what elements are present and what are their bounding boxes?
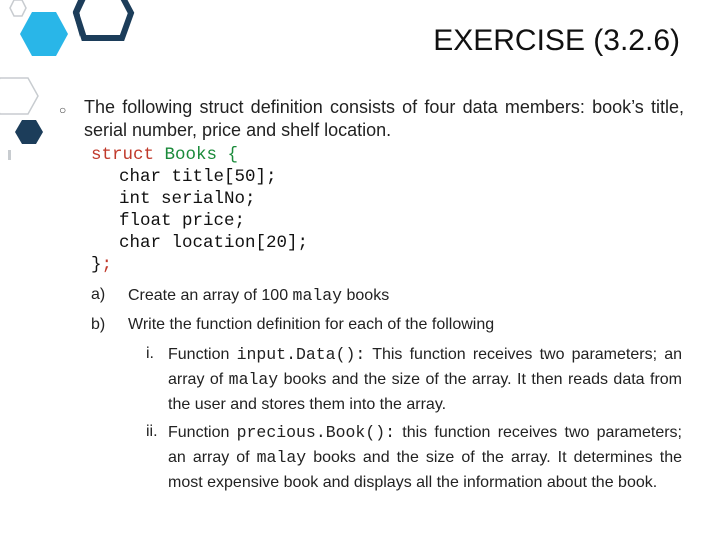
sub-i-text bbox=[168, 342, 682, 417]
bullet-circle-icon: ○ bbox=[59, 103, 67, 117]
sub-ii-label: ii. bbox=[146, 423, 158, 440]
side-bar-decor bbox=[8, 150, 11, 160]
hexagon-navy bbox=[15, 120, 43, 144]
sub-ii-prefix: Function bbox=[168, 424, 237, 441]
intro-paragraph: The following struct definition consists of four data members: book’s title, serial number, price and shelf location. bbox=[84, 97, 684, 140]
slide-title: EXERCISE (3.2.6) bbox=[433, 24, 680, 57]
task-a-text bbox=[128, 286, 389, 305]
task-a-label: a) bbox=[91, 286, 106, 303]
sub-ii-text1: this function receives two parameters; an array of bbox=[168, 424, 682, 466]
code-close-brace: } bbox=[91, 255, 102, 275]
sub-i-code: malay bbox=[228, 370, 279, 389]
code-close-semicolon: ; bbox=[101, 255, 113, 275]
code-line: float price; bbox=[119, 211, 246, 231]
code-line: char location[20]; bbox=[119, 233, 309, 253]
sub-i-func: input.Data(): bbox=[236, 345, 366, 364]
code-line: char title[50]; bbox=[119, 167, 277, 187]
task-a-text-after: books bbox=[342, 287, 390, 304]
code-struct-keyword: struct bbox=[91, 145, 155, 165]
task-b-text: Write the function definition for each of the following bbox=[128, 316, 495, 333]
struct-code-block bbox=[91, 144, 308, 276]
sub-i-label: i. bbox=[146, 345, 154, 362]
code-line: int serialNo; bbox=[119, 189, 256, 209]
sub-i-text2: books and the size of the array. It then reads data from the user and stores them into the array. bbox=[168, 371, 683, 413]
decorative-hexagon-navy-outline bbox=[0, 0, 140, 50]
sub-ii-text2: books and the size of the array. It determines the most expensive book and displays all the information about the book. bbox=[168, 449, 682, 491]
sub-ii-code: malay bbox=[256, 448, 307, 467]
task-a-code: malay bbox=[292, 286, 343, 305]
code-struct-name: Books { bbox=[164, 145, 239, 165]
sub-ii-func: precious.Book(): bbox=[236, 423, 396, 442]
sub-i-prefix: Function bbox=[168, 346, 237, 363]
sub-i-text1: This function receives two parameters; an array of bbox=[168, 346, 683, 388]
task-a-text-before: Create an array of 100 bbox=[128, 287, 293, 304]
task-b-label: b) bbox=[91, 316, 106, 333]
sub-ii-text bbox=[168, 420, 682, 495]
hexagon-outline-mid bbox=[0, 78, 38, 114]
